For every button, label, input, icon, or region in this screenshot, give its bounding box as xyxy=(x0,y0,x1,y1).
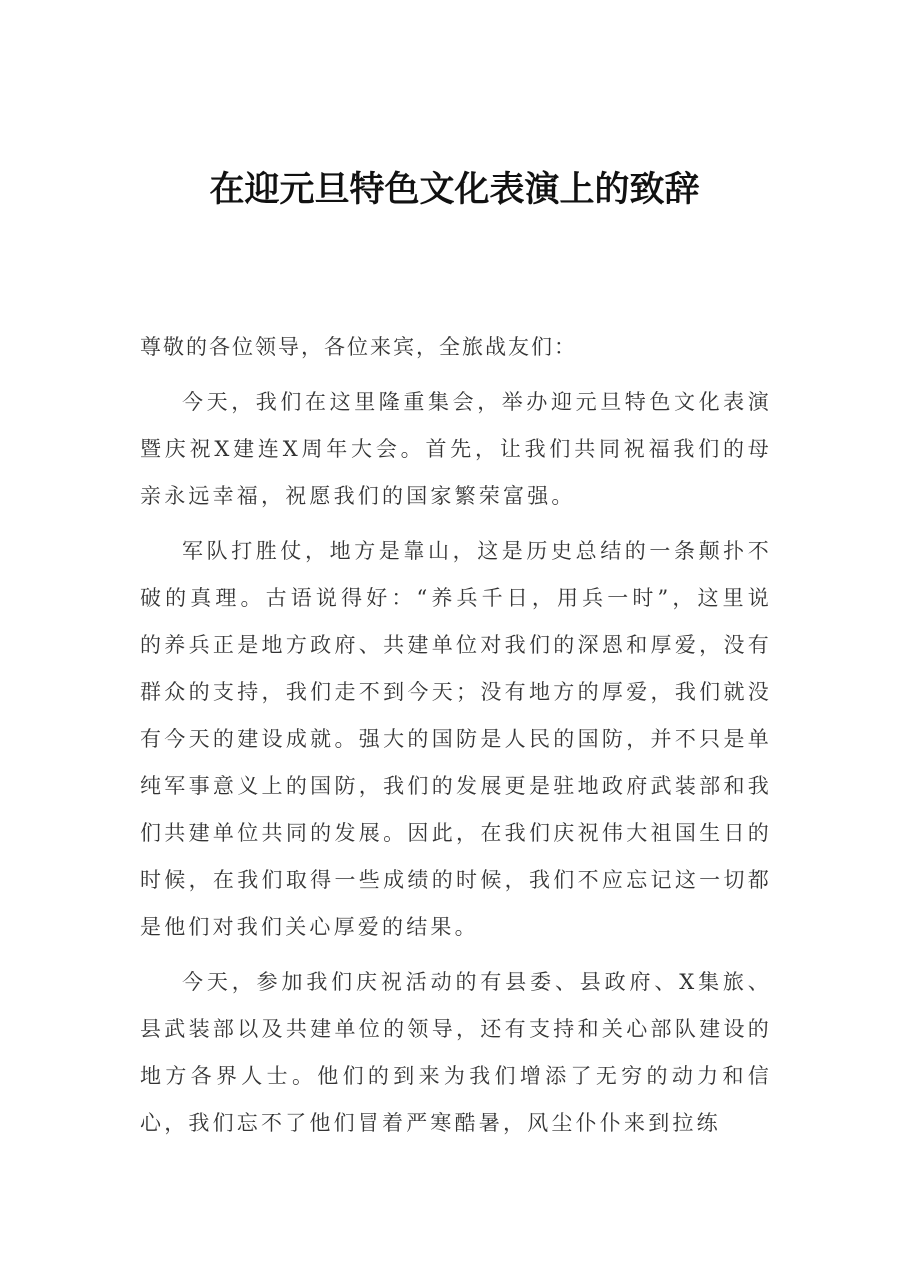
paragraph-2: 军队打胜仗，地方是靠山，这是历史总结的一条颠扑不破的真理。古语说得好：“养兵千日，用兵一时”，这里说的养兵正是地方政府、共建单位对我们的深恩和厚爱，没有群众的支持，我们走不到今天；没有地方的厚爱，我们就没有今天的建设成就。强大的国防是人民的国防，并不只是单纯军事意义上的国防，我们的发展更是驻地政府武装部和我们共建单位共同的发展。因此，在我们庆祝伟大祖国生日的时候，在我们取得一些成绩的时候，我们不应忘记这一切都是他们对我们关心厚爱的结果。 xyxy=(140,539,772,939)
paragraph-3: 今天，参加我们庆祝活动的有县委、县政府、X集旅、县武装部以及共建单位的领导，还有支持和关心部队建设的地方各界人士。他们的到来为我们增添了无穷的动力和信心，我们忘不了他们冒着严寒酷暑，风尘仆仆来到拉练 xyxy=(140,970,772,1135)
salutation: 尊敬的各位领导，各位来宾，全旅战友们： xyxy=(140,335,577,359)
paragraph-1: 今天，我们在这里隆重集会，举办迎元旦特色文化表演暨庆祝X建连X周年大会。首先，让我们共同祝福我们的母亲永远幸福，祝愿我们的国家繁荣富强。 xyxy=(140,390,772,508)
document-body xyxy=(140,324,772,1155)
document-title: 在迎元旦特色文化表演上的致辞 xyxy=(209,169,700,211)
